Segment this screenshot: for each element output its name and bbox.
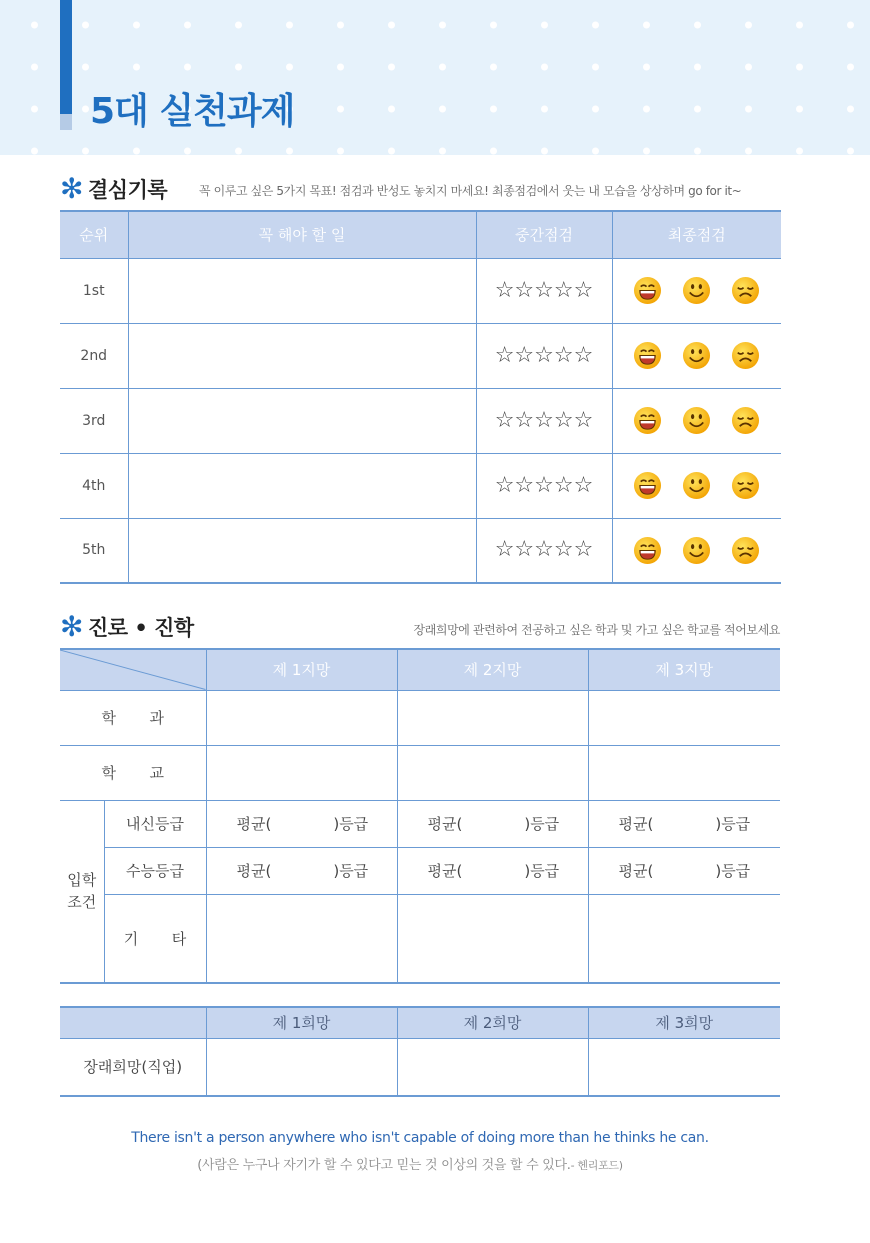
mid-check-stars[interactable] — [476, 518, 612, 583]
career-title: 진로 • 진학 — [88, 616, 194, 640]
quote-korean: (사람은 누구나 자기가 할 수 있다고 믿는 것 이상의 것을 할 수 있다.- 헨리포드) — [197, 1158, 623, 1173]
etc-choice-2-field[interactable] — [397, 894, 588, 983]
job-hope-corner-cell — [60, 1007, 206, 1038]
laughing-face-icon[interactable] — [633, 341, 662, 370]
asterisk-icon: ✻ — [60, 172, 84, 205]
sad-face-icon[interactable] — [731, 406, 760, 435]
rank-cell: 4th — [60, 453, 128, 518]
final-check-header: 최종점검 — [612, 211, 781, 258]
mid-check-stars[interactable] — [476, 323, 612, 388]
naesin-choice-2-field[interactable]: 평균( )등급 — [397, 800, 588, 847]
resolution-row — [60, 518, 781, 583]
star-rating-icons[interactable]: ☆☆☆☆☆ — [494, 277, 594, 303]
suneung-choice-2-field[interactable]: 평균( )등급 — [397, 847, 588, 894]
sad-face-icon[interactable] — [731, 536, 760, 565]
task-input-cell[interactable] — [128, 518, 476, 583]
hope-2-header: 제 2희망 — [397, 1007, 588, 1038]
task-input-cell[interactable] — [128, 453, 476, 518]
smiling-face-icon[interactable] — [682, 471, 711, 500]
choice-1-header: 제 1지망 — [206, 649, 397, 690]
star-rating-icons[interactable]: ☆☆☆☆☆ — [494, 472, 594, 498]
quote-author: - 헨리포드) — [570, 1159, 623, 1172]
rank-header: 순위 — [60, 211, 128, 258]
school-choice-2-field[interactable] — [397, 745, 588, 800]
smiling-face-icon[interactable] — [682, 276, 711, 305]
department-label: 학 과 — [60, 690, 206, 745]
suneung-choice-1-field[interactable]: 평균( )등급 — [206, 847, 397, 894]
smiling-face-icon[interactable] — [682, 406, 711, 435]
resolution-row — [60, 323, 781, 388]
job-hope-table — [60, 1006, 780, 1097]
sad-face-icon[interactable] — [731, 276, 760, 305]
department-choice-2-field[interactable] — [397, 690, 588, 745]
hope-3-header: 제 3희망 — [588, 1007, 780, 1038]
job-hope-1-field[interactable] — [206, 1038, 397, 1096]
final-check-faces — [612, 518, 781, 583]
laughing-face-icon[interactable] — [633, 471, 662, 500]
school-choice-3-field[interactable] — [588, 745, 780, 800]
career-note: 장래희망에 관련하여 전공하고 싶은 학과 및 가고 싶은 학교를 적어보세요 — [413, 623, 780, 637]
resolution-heading — [60, 173, 167, 205]
resolution-row — [60, 388, 781, 453]
resolution-row — [60, 453, 781, 518]
suneung-choice-3-field[interactable]: 평균( )등급 — [588, 847, 780, 894]
sad-face-icon[interactable] — [731, 341, 760, 370]
resolution-title: 결심기록 — [88, 178, 168, 202]
admission-condition-label: 입학 조건 — [60, 800, 104, 983]
mid-check-header: 중간점검 — [476, 211, 612, 258]
rank-cell: 2nd — [60, 323, 128, 388]
asterisk-icon: ✻ — [60, 610, 84, 643]
smiling-face-icon[interactable] — [682, 341, 711, 370]
job-hope-2-field[interactable] — [397, 1038, 588, 1096]
diagonal-header-cell — [60, 649, 206, 690]
job-hope-label: 장래희망(직업) — [60, 1038, 206, 1096]
title-accent-bar-tip — [60, 114, 72, 130]
mid-check-stars[interactable] — [476, 258, 612, 323]
etc-label: 기 타 — [104, 894, 206, 983]
school-label: 학 교 — [60, 745, 206, 800]
smiling-face-icon[interactable] — [682, 536, 711, 565]
department-choice-3-field[interactable] — [588, 690, 780, 745]
star-rating-icons[interactable]: ☆☆☆☆☆ — [494, 537, 594, 563]
choice-2-header: 제 2지망 — [397, 649, 588, 690]
laughing-face-icon[interactable] — [633, 406, 662, 435]
final-check-faces — [612, 453, 781, 518]
job-hope-3-field[interactable] — [588, 1038, 780, 1096]
laughing-face-icon[interactable] — [633, 276, 662, 305]
task-input-cell[interactable] — [128, 388, 476, 453]
quote-english: There isn't a person anywhere who isn't capable of doing more than he thinks he can. — [131, 1130, 709, 1146]
etc-choice-3-field[interactable] — [588, 894, 780, 983]
resolution-row — [60, 258, 781, 323]
rank-cell: 3rd — [60, 388, 128, 453]
rank-cell: 5th — [60, 518, 128, 583]
mid-check-stars[interactable] — [476, 388, 612, 453]
task-input-cell[interactable] — [128, 323, 476, 388]
final-check-faces — [612, 388, 781, 453]
rank-cell: 1st — [60, 258, 128, 323]
resolution-note: 꼭 이루고 싶은 5가지 목표! 점검과 반성도 놓치지 마세요! 최종점검에서 웃는 내 모습을 상상하며 go for it~ — [199, 184, 742, 198]
mid-check-stars[interactable] — [476, 453, 612, 518]
etc-choice-1-field[interactable] — [206, 894, 397, 983]
sad-face-icon[interactable] — [731, 471, 760, 500]
department-choice-1-field[interactable] — [206, 690, 397, 745]
final-check-faces — [612, 323, 781, 388]
star-rating-icons[interactable]: ☆☆☆☆☆ — [494, 407, 594, 433]
page-title: 5대 실천과제 — [90, 91, 295, 132]
career-table — [60, 648, 780, 984]
star-rating-icons[interactable]: ☆☆☆☆☆ — [494, 342, 594, 368]
resolution-table — [60, 210, 781, 584]
naesin-grade-label: 내신등급 — [104, 800, 206, 847]
final-check-faces — [612, 258, 781, 323]
naesin-choice-1-field[interactable]: 평균( )등급 — [206, 800, 397, 847]
choice-3-header: 제 3지망 — [588, 649, 780, 690]
task-input-cell[interactable] — [128, 258, 476, 323]
title-accent-bar — [60, 0, 72, 114]
career-heading — [60, 611, 194, 643]
suneung-grade-label: 수능등급 — [104, 847, 206, 894]
hope-1-header: 제 1희망 — [206, 1007, 397, 1038]
naesin-choice-3-field[interactable]: 평균( )등급 — [588, 800, 780, 847]
task-header: 꼭 해야 할 일 — [128, 211, 476, 258]
school-choice-1-field[interactable] — [206, 745, 397, 800]
laughing-face-icon[interactable] — [633, 536, 662, 565]
